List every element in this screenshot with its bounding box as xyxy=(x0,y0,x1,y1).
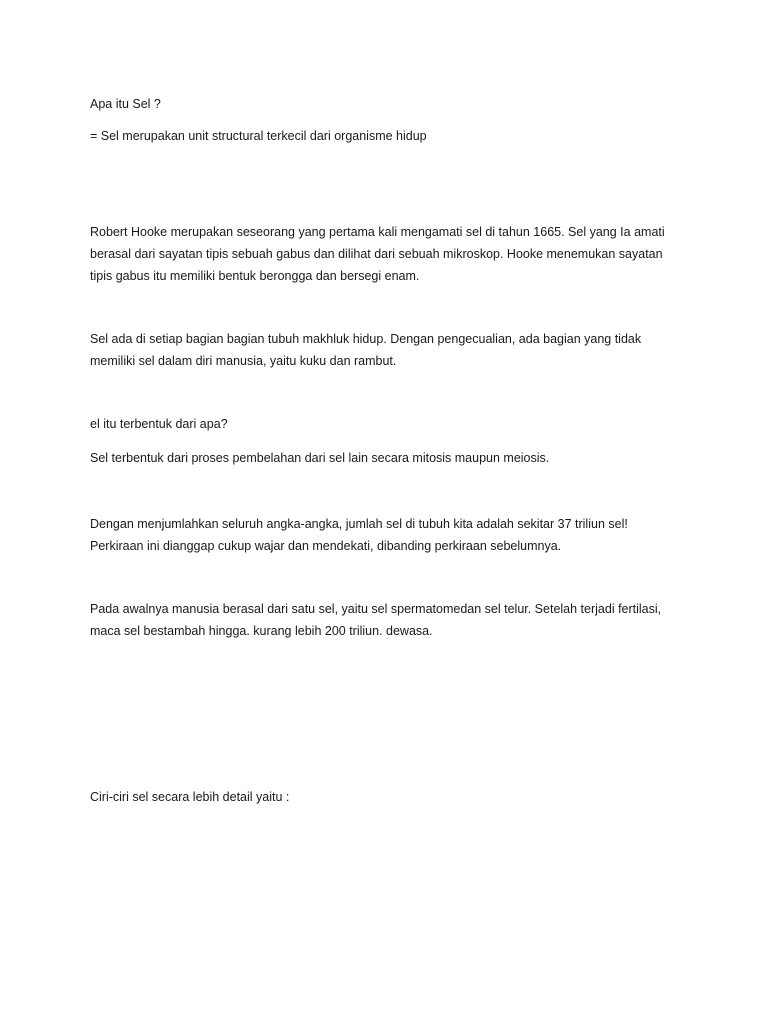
text-line: berasal dari sayatan tipis sebuah gabus dan dilihat dari sebuah mikroskop. Hooke menemukan sayatan xyxy=(90,247,663,261)
text-line: Pada awalnya manusia berasal dari satu sel, yaitu sel spermatomedan sel telur. Setelah terjadi fertilasi, xyxy=(90,602,662,616)
text-line: Ciri-ciri sel secara lebih detail yaitu : xyxy=(90,790,290,804)
text-line: = Sel merupakan unit structural terkecil dari organisme hidup xyxy=(90,129,427,143)
paragraph-human-origin xyxy=(90,598,690,642)
text-line: Perkiraan ini dianggap cukup wajar dan mendekati, dibanding perkiraan sebelumnya. xyxy=(90,539,562,553)
text-line: maca sel bestambah hingga. kurang lebih 200 triliun. dewasa. xyxy=(90,624,433,638)
text-line: tipis gabus itu memiliki bentuk berongga dan bersegi enam. xyxy=(90,269,420,283)
text-line: el itu terbentuk dari apa? xyxy=(90,417,228,431)
heading-cell-characteristics xyxy=(90,786,690,808)
paragraph-robert-hooke xyxy=(90,221,690,287)
paragraph-cell-count xyxy=(90,513,690,557)
text-line: Sel terbentuk dari proses pembelahan dari sel lain secara mitosis maupun meiosis. xyxy=(90,451,550,465)
text-line: memiliki sel dalam diri manusia, yaitu kuku dan rambut. xyxy=(90,354,397,368)
text-line: Robert Hooke merupakan seseorang yang pertama kali mengamati sel di tahun 1665. Sel yang Ia amati xyxy=(90,225,665,239)
heading-cell-formation xyxy=(90,413,690,435)
paragraph-cell-formation xyxy=(90,447,690,469)
text-line: Sel ada di setiap bagian bagian tubuh makhluk hidup. Dengan pengecualian, ada bagian yang tidak xyxy=(90,332,642,346)
text-line: Dengan menjumlahkan seluruh angka-angka, jumlah sel di tubuh kita adalah sekitar 37 triliun sel! xyxy=(90,517,628,531)
paragraph-cell-locations xyxy=(90,328,690,372)
heading-what-is-cell xyxy=(90,93,690,115)
paragraph-definition xyxy=(90,125,690,147)
text-line: Apa itu Sel ? xyxy=(90,97,161,111)
